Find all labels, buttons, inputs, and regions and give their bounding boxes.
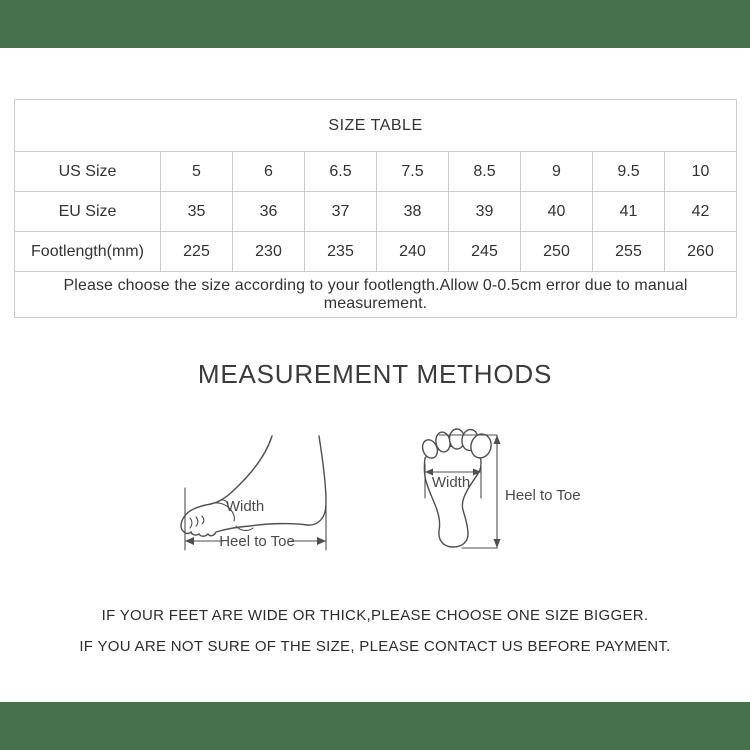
heel-to-toe-label: Heel to Toe (219, 533, 295, 550)
arrowhead-right (317, 537, 326, 545)
table-row-us-size (15, 152, 737, 192)
table-cell: 9.5 (593, 152, 665, 192)
table-cell: 240 (377, 232, 449, 272)
table-cell: 39 (449, 192, 521, 232)
size-table-title-row (15, 100, 737, 152)
table-cell: 7.5 (377, 152, 449, 192)
arrowhead-left (185, 537, 194, 545)
table-cell: 260 (665, 232, 737, 272)
table-cell: 41 (593, 192, 665, 232)
width-label: Width (225, 498, 265, 515)
measurement-methods-title: MEASUREMENT METHODS (197, 359, 553, 389)
table-cell: 10 (665, 152, 737, 192)
table-cell: 6.5 (305, 152, 377, 192)
table-cell: 235 (305, 232, 377, 272)
footprint-outline (424, 446, 481, 547)
row-label: EU Size (15, 192, 161, 232)
arrowhead-down (494, 539, 501, 548)
size-table-note-row (15, 272, 737, 318)
table-cell: 225 (161, 232, 233, 272)
table-row-footlength (15, 232, 737, 272)
table-cell: 5 (161, 152, 233, 192)
foot-side-view-diagram (173, 424, 373, 569)
bottom-banner (0, 702, 750, 750)
heel-to-toe-label: Heel to Toe (505, 487, 581, 504)
table-cell: 40 (521, 192, 593, 232)
toe-creases (190, 516, 204, 528)
table-cell: 42 (665, 192, 737, 232)
table-row-eu-size (15, 192, 737, 232)
row-label: US Size (15, 152, 161, 192)
table-cell: 37 (305, 192, 377, 232)
foot-outline (181, 436, 326, 536)
size-table (14, 99, 737, 318)
table-cell: 36 (233, 192, 305, 232)
row-label: Footlength(mm) (15, 232, 161, 272)
table-cell: 6 (233, 152, 305, 192)
size-table-title: SIZE TABLE (15, 100, 737, 152)
table-cell: 35 (161, 192, 233, 232)
table-cell: 9 (521, 152, 593, 192)
table-cell: 38 (377, 192, 449, 232)
footer-note-wide-feet: IF YOUR FEET ARE WIDE OR THICK,PLEASE CHOOSE ONE SIZE BIGGER. (101, 607, 649, 624)
foot-sole-view-diagram (415, 424, 590, 572)
top-banner (0, 0, 750, 48)
size-table-note: Please choose the size according to your footlength.Allow 0-0.5cm error due to manual measurement. (15, 272, 737, 318)
table-cell: 230 (233, 232, 305, 272)
footer-note-contact: IF YOU ARE NOT SURE OF THE SIZE, PLEASE CONTACT US BEFORE PAYMENT. (79, 638, 671, 655)
table-cell: 245 (449, 232, 521, 272)
width-label: Width (431, 474, 471, 491)
table-cell: 8.5 (449, 152, 521, 192)
table-cell: 255 (593, 232, 665, 272)
arrowhead-up (494, 435, 501, 444)
table-cell: 250 (521, 232, 593, 272)
